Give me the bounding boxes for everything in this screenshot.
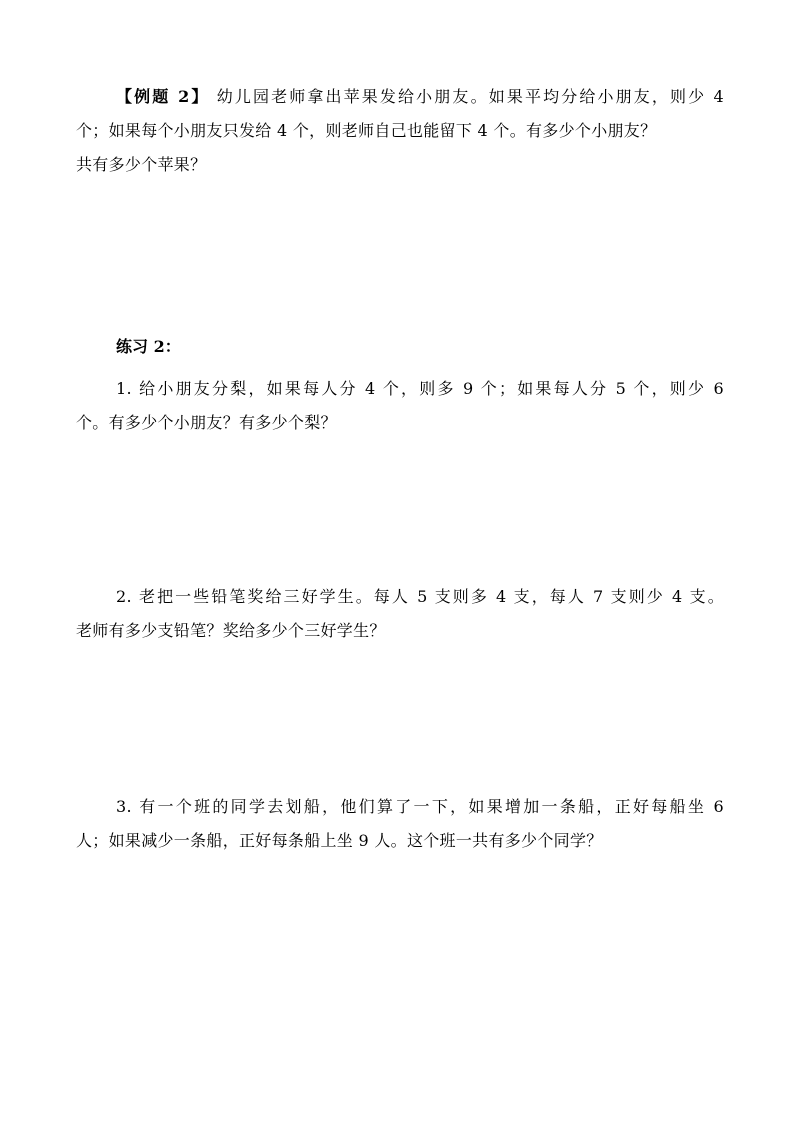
problem-2-line-1: 2. 老把一些铅笔奖给三好学生。每人 5 支则多 4 支，每人 7 支则少 4 支。: [116, 587, 724, 606]
problem-1-line-2: 个。有多少个小朋友？有多少个梨？: [76, 413, 337, 432]
practice-problem-3: [76, 790, 724, 858]
example-line-3: 共有多少个苹果？: [76, 155, 207, 174]
practice-heading: 练习 2：: [116, 337, 181, 356]
example-line-1: [76, 80, 724, 114]
example-line-2: 个；如果每个小朋友只发给 4 个，则老师自己也能留下 4 个。有多少个小朋友？: [76, 121, 657, 140]
example-line-1-text: 幼儿园老师拿出苹果发给小朋友。如果平均分给小朋友，则少 4: [209, 87, 724, 106]
problem-1-line-1: 1. 给小朋友分梨，如果每人分 4 个，则多 9 个；如果每人分 5 个，则少 6: [116, 379, 724, 398]
example-problem: [76, 80, 724, 182]
problem-3-line-1: 3. 有一个班的同学去划船，他们算了一下，如果增加一条船，正好每船坐 6: [116, 797, 724, 816]
example-tag: 【例题 2】: [116, 87, 210, 106]
practice-problem-1: [76, 372, 724, 440]
problem-3-line-2: 人；如果减少一条船，正好每条船上坐 9 人。这个班一共有多少个同学？: [76, 831, 603, 850]
problem-2-line-2: 老师有多少支铅笔？奖给多少个三好学生？: [76, 621, 386, 640]
practice-problem-2: [76, 580, 724, 648]
